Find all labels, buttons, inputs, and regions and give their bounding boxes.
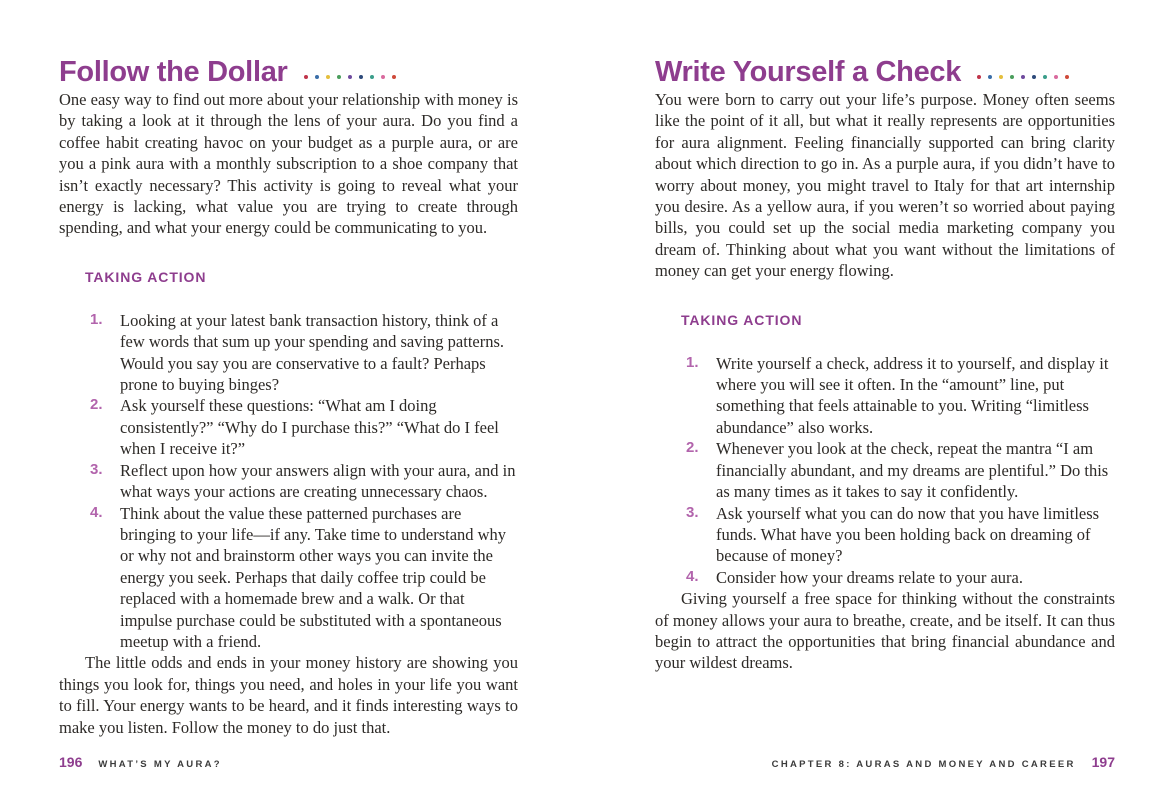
list-item-text: Ask yourself these questions: “What am I doing consistently?” “Why do I purchase this?” “What do I feel when I receive it?” [120,396,499,459]
list-item-number: 4. [90,503,103,521]
right-heading-row [655,56,1115,89]
right-intro-paragraph: You were born to carry out your life’s purpose. Money often seems like the point of it all, but what it really represents are opportunities for aura alignment. Feeling financially supported can bring clarity about which direction to go in. As a purple aura, if you didn’t have to worry about money, you might travel to Italy for that art internship you desire. As a yellow aura, if you weren’t so worried about paying bills, you could set up the social media marketing company you dream of. Thinking about what you want without the limitations of money can get your energy flowing. [655,90,1115,281]
dot-icon [315,75,319,79]
right-page-title: Write Yourself a Check [655,56,962,88]
heading-dots-decoration-icon [977,75,1069,79]
dot-icon [304,75,308,79]
list-item-text: Whenever you look at the check, repeat the mantra “I am financially abundant, and my dreams are plentiful.” Do this as many times as it takes to say it confidently. [716,439,1109,502]
left-section-heading: TAKING ACTION [85,268,207,285]
list-item-number: 1. [686,353,699,371]
list-item [686,438,1115,502]
left-page-title: Follow the Dollar [59,56,288,88]
dot-icon [392,75,396,79]
list-item [90,503,518,653]
list-item [686,503,1115,567]
list-item [90,460,518,503]
left-intro-paragraph: One easy way to find out more about your relationship with money is by taking a look at it through the lens of your aura. Do you find a coffee habit creating havoc on your budget as a purple aura, or are you a pink aura with a monthly subscription to a shoe company that isn’t exactly necessary? This activity is going to reveal what your energy is lacking, what value you are trying to create through spending, and what your energy could be communicating to you. [59,90,518,238]
list-item-number: 1. [90,310,103,328]
list-item-number: 2. [686,439,699,457]
list-item-number: 4. [686,567,699,585]
page-left [59,0,518,800]
list-item [90,310,518,396]
list-item-number: 3. [90,460,103,478]
dot-icon [370,75,374,79]
page-number: 197 [1091,754,1115,770]
dot-icon [348,75,352,79]
list-item-text: Ask yourself what you can do now that you have limitless funds. What have you been holding back on dreaming of because of money? [716,503,1100,566]
dot-icon [1065,75,1069,79]
list-item [90,395,518,459]
left-closing-paragraph: The little odds and ends in your money history are showing you things you look for, things you need, and holes in your life you want to fill. Your energy wants to be heard, and it finds interesting ways to make you listen. Follow the money to do just that. [59,653,518,737]
right-page-footer [655,754,1115,770]
chapter-running-head: CHAPTER 8: AURAS AND MONEY AND CAREER [771,759,1076,770]
dot-icon [977,75,981,79]
page-right [655,0,1115,800]
right-section-heading: TAKING ACTION [681,311,803,328]
left-page-footer [59,754,518,770]
dot-icon [326,75,330,79]
list-item-text: Looking at your latest bank transaction history, think of a few words that sum up your spending and saving patterns. Would you say you are conservative to a fault? Perhaps prone to buying binges? [120,310,505,395]
left-action-list [90,310,518,653]
dot-icon [337,75,341,79]
dot-icon [1010,75,1014,79]
right-action-list [686,353,1115,588]
dot-icon [381,75,385,79]
dot-icon [999,75,1003,79]
page-number: 196 [59,754,83,770]
left-heading-row [59,56,518,89]
dot-icon [1054,75,1058,79]
list-item-text: Write yourself a check, address it to yourself, and display it where you will see it often. In the “amount” line, put something that feels attainable to you. Writing “limitless abundance” also works. [716,353,1109,437]
dot-icon [988,75,992,79]
list-item-number: 3. [686,503,699,521]
list-item-text: Think about the value these patterned purchases are bringing to your life—if any. Take time to understand why or why not and brainstorm other ways you can invite the energy you seek. Perhaps that daily coffee trip could be replaced with a homemade brew and a walk. Or that impulse purchase could be substituted with a spontaneous meetup with a friend. [120,503,507,651]
dot-icon [1043,75,1047,79]
list-item-text: Consider how your dreams relate to your aura. [716,567,1023,587]
book-title-running-head: WHAT’S MY AURA? [98,759,222,770]
list-item-number: 2. [90,396,103,414]
list-item-text: Reflect upon how your answers align with your aura, and in what ways your actions are creating unnecessary chaos. [120,460,516,502]
list-item [686,353,1115,439]
right-closing-paragraph: Giving yourself a free space for thinking without the constraints of money allows your aura to breathe, create, and be itself. It can thus begin to attract the opportunities that bring financial abundance and your wildest dreams. [655,589,1115,673]
dot-icon [1021,75,1025,79]
list-item [686,567,1115,588]
dot-icon [1032,75,1036,79]
heading-dots-decoration-icon [304,75,396,79]
dot-icon [359,75,363,79]
